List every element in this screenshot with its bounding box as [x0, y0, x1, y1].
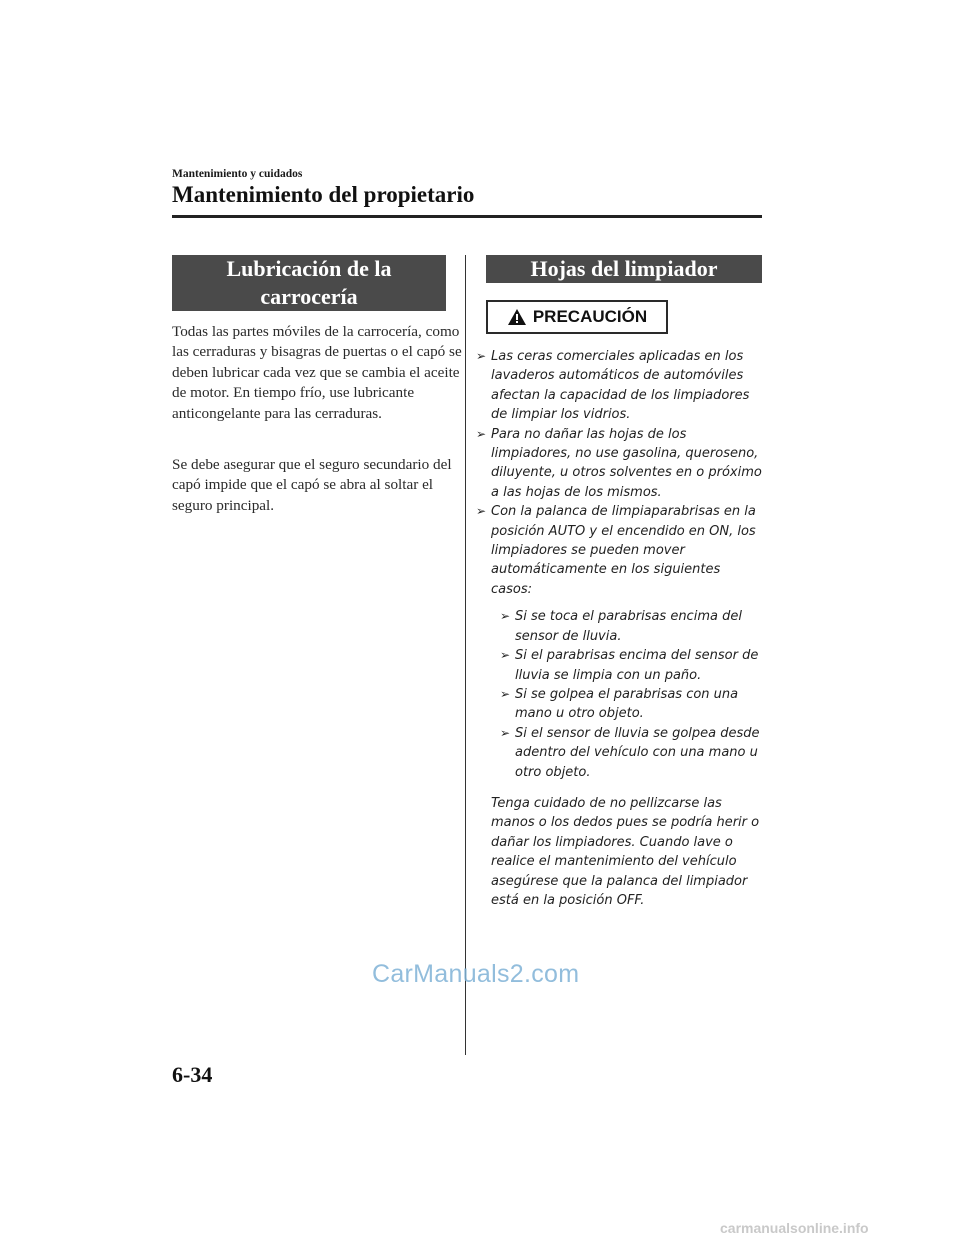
arrowhead-bullet-icon: ➢ — [476, 426, 487, 441]
watermark-bottom: carmanualsonline.info — [720, 1220, 869, 1236]
caution-note: Tenga cuidado de no pellizcarse las manos o los dedos pues se podría herir o dañar los limpiadores. Cuando lave o realice el mantenimiento del vehículo asegúrese que la palanca del limpiador está en la posición OFF. — [491, 795, 760, 908]
bullet-text: Las ceras comerciales aplicadas en los lavaderos automáticos de automóviles afectan la capacidad de los limpiadores de limpiar los vidrios. — [491, 349, 750, 423]
arrowhead-bullet-icon: ➢ — [500, 648, 511, 663]
warning-triangle-icon — [507, 308, 527, 326]
list-item — [496, 724, 764, 782]
arrowhead-bullet-icon: ➢ — [476, 349, 487, 363]
list-item — [472, 425, 764, 503]
caution-list — [472, 347, 764, 910]
list-item — [496, 607, 764, 646]
lubrication-heading-line2: carrocería — [260, 284, 358, 309]
sub-bullet-text: Si se toca el parabrisas encima del sensor de lluvia. — [515, 609, 742, 644]
lubrication-paragraph-2: Se debe asegurar que el seguro secundario del capó impide que el capó se abra al soltar el seguro principal. — [172, 456, 452, 514]
wiper-blades-heading: Hojas del limpiador — [486, 255, 762, 283]
caution-label: PRECAUCIÓN — [532, 307, 648, 326]
sub-bullet-text: Si el parabrisas encima del sensor de lluvia se limpia con un paño. — [515, 648, 759, 683]
column-divider — [465, 255, 466, 1055]
page-title: Mantenimiento del propietario — [172, 182, 475, 207]
caution-box — [486, 300, 668, 334]
list-item — [496, 646, 764, 685]
section-label: Mantenimiento y cuidados — [172, 168, 303, 180]
list-item — [472, 502, 764, 599]
list-item — [472, 347, 764, 425]
bullet-text: Con la palanca de limpiaparabrisas en la posición AUTO y el encendido en ON, los limpiadores se pueden mover automáticamente en los siguientes casos: — [491, 504, 756, 597]
bullet-text: Para no dañar las hojas de los limpiadores, no use gasolina, queroseno, diluyente, u otros solventes en o próximo a las hojas de los mismos. — [491, 426, 762, 500]
lubrication-heading — [172, 255, 446, 311]
sub-list — [472, 607, 764, 782]
arrowhead-bullet-icon: ➢ — [500, 686, 511, 701]
lubrication-paragraph-1: Todas las partes móviles de la carrocería, como las cerraduras y bisagras de puertas o el capó se deben lubricar cada vez que se cambia el aceite de motor. En tiempo frío, use lubricante anticongelante para las cerraduras. — [172, 323, 462, 422]
arrowhead-bullet-icon: ➢ — [500, 609, 511, 624]
sub-bullet-text: Si el sensor de lluvia se golpea desde adentro del vehículo con una mano u otro objeto. — [515, 725, 760, 780]
watermark-middle: CarManuals2.com — [372, 960, 580, 988]
lubrication-heading-line1: Lubricación de la — [226, 256, 392, 281]
sub-bullet-text: Si se golpea el parabrisas con una mano u otro objeto. — [515, 686, 739, 722]
header-rule — [172, 215, 762, 218]
page-number: 6-34 — [172, 1062, 213, 1087]
list-item — [496, 685, 764, 724]
arrowhead-bullet-icon: ➢ — [476, 504, 487, 519]
arrowhead-bullet-icon: ➢ — [500, 725, 511, 740]
